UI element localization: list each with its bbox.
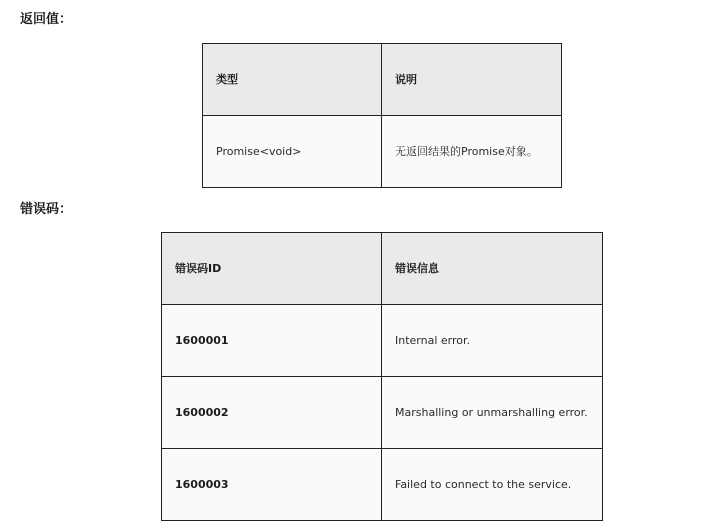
table-header-row	[203, 44, 562, 116]
return-value-table	[202, 43, 562, 188]
error-message-cell: Failed to connect to the service.	[382, 449, 603, 521]
return-value-heading: 返回值：	[20, 12, 73, 27]
return-description-cell: 无返回结果的Promise对象。	[382, 116, 562, 188]
table-row	[162, 305, 603, 377]
table-row	[203, 116, 562, 188]
type-column-header: 类型	[203, 44, 382, 116]
error-codes-table	[161, 232, 603, 521]
table-header-row	[162, 233, 603, 305]
return-type-cell: Promise<void>	[203, 116, 382, 188]
error-code-column-header: 错误码ID	[162, 233, 382, 305]
error-message-cell: Marshalling or unmarshalling error.	[382, 377, 603, 449]
error-code-cell: 1600003	[162, 449, 382, 521]
error-code-cell: 1600002	[162, 377, 382, 449]
error-code-cell: 1600001	[162, 305, 382, 377]
table-row	[162, 377, 603, 449]
error-message-column-header: 错误信息	[382, 233, 603, 305]
error-codes-heading: 错误码：	[20, 202, 73, 217]
table-row	[162, 449, 603, 521]
error-message-cell: Internal error.	[382, 305, 603, 377]
description-column-header: 说明	[382, 44, 562, 116]
